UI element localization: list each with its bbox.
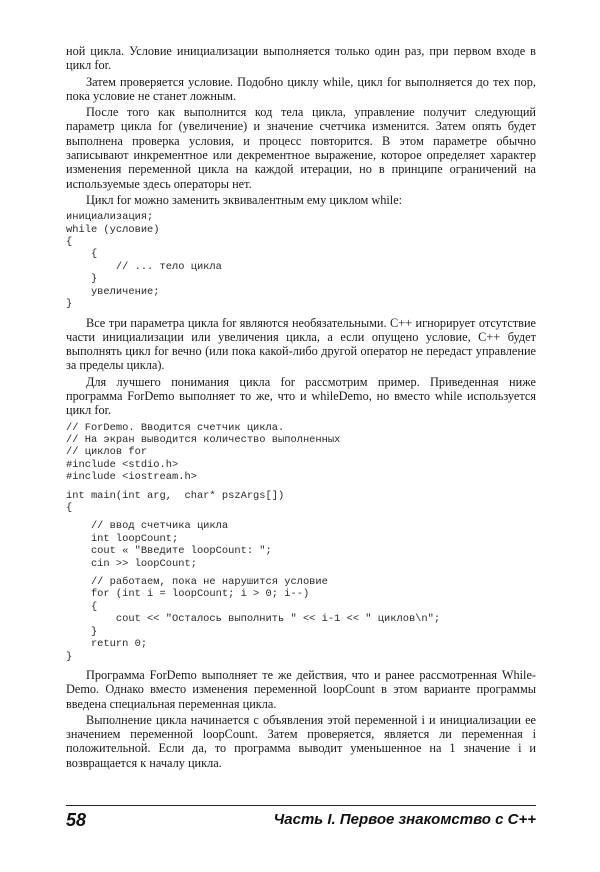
page-footer xyxy=(66,805,536,830)
code-main-signature: int main(int arg, char* pszArgs[]) { xyxy=(66,489,285,515)
code-header-comments: // ForDemo. Вводится счетчик цикла. // На экран выводится количество выполненных // циклов for #include <stdio.h> #include <iostream.h> xyxy=(66,421,341,484)
paragraph-3: После того как выполнится код тела цикла, управление получит следующий параметр цикла for (увеличение) и значение счетчика изменится. Затем опять будет выполнена проверка условия, и процесс повторится. В этом параметре обычно записывают инкрементное или декрементное выражение, которое определяет характер изменения переменной цикла на каждой итерации, но в принципе ограничений на используемые здесь операторы нет. xyxy=(66,105,536,191)
code-block-fordemo xyxy=(66,422,536,663)
paragraph-5: Все три параметра цикла for являются необязательными. C++ игнорирует отсутствие части инициализации или увеличения цикла, а если опущено условие, C++ будет выполнять цикл for вечно (или пока какой-либо другой оператор не передаст управление за пределы цикла). xyxy=(66,315,536,373)
paragraph-8: Выполнение цикла начинается с объявления этой переменной i и инициализации ее значением переменной loopCount. Затем проверяется, является ли переменная i положительной. Если да, то программа выводит уменьшенное на 1 значение i и возвращается к началу цикла. xyxy=(66,712,536,770)
paragraph-4: Цикл for можно заменить эквивалентным ему циклом while: xyxy=(86,192,403,207)
code-loop-section: // работаем, пока не нарушится условие for (int i = loopCount; i > 0; i--) { cout << "Осталось выполнить " << i-1 << " циклов\n"; } return 0; } xyxy=(66,576,441,663)
paragraph-6: Для лучшего понимания цикла for рассмотрим пример. Приведенная ниже программа ForDemo выполняет то же, что и whileDemo, но вместо while используется цикл for. xyxy=(66,374,536,418)
paragraph-1: ной цикла. Условие инициализации выполняется только один раз, при первом входе в цикл for. xyxy=(66,44,536,73)
running-title: Часть I. Первое знакомство с C++ xyxy=(273,811,536,828)
paragraph-2: Затем проверяется условие. Подобно циклу while, цикл for выполняется до тех пор, пока условие не станет ложным. xyxy=(66,74,536,103)
page-number: 58 xyxy=(66,810,87,830)
page-body xyxy=(66,44,536,770)
code-block-while-equivalent: инициализация; while (условие) { { // ... тело цикла } увеличение; } xyxy=(66,211,222,311)
paragraph-7: Программа ForDemo выполняет те же действия, что и ранее рассмотренная While-Demo. Однако вместо изменения переменной loopCount в этом варианте программы введена специальная переменная цикла. xyxy=(66,667,536,711)
code-input-section: // ввод счетчика цикла int loopCount; cout « "Введите loopCount: "; cin >> loopCount; xyxy=(90,520,272,570)
